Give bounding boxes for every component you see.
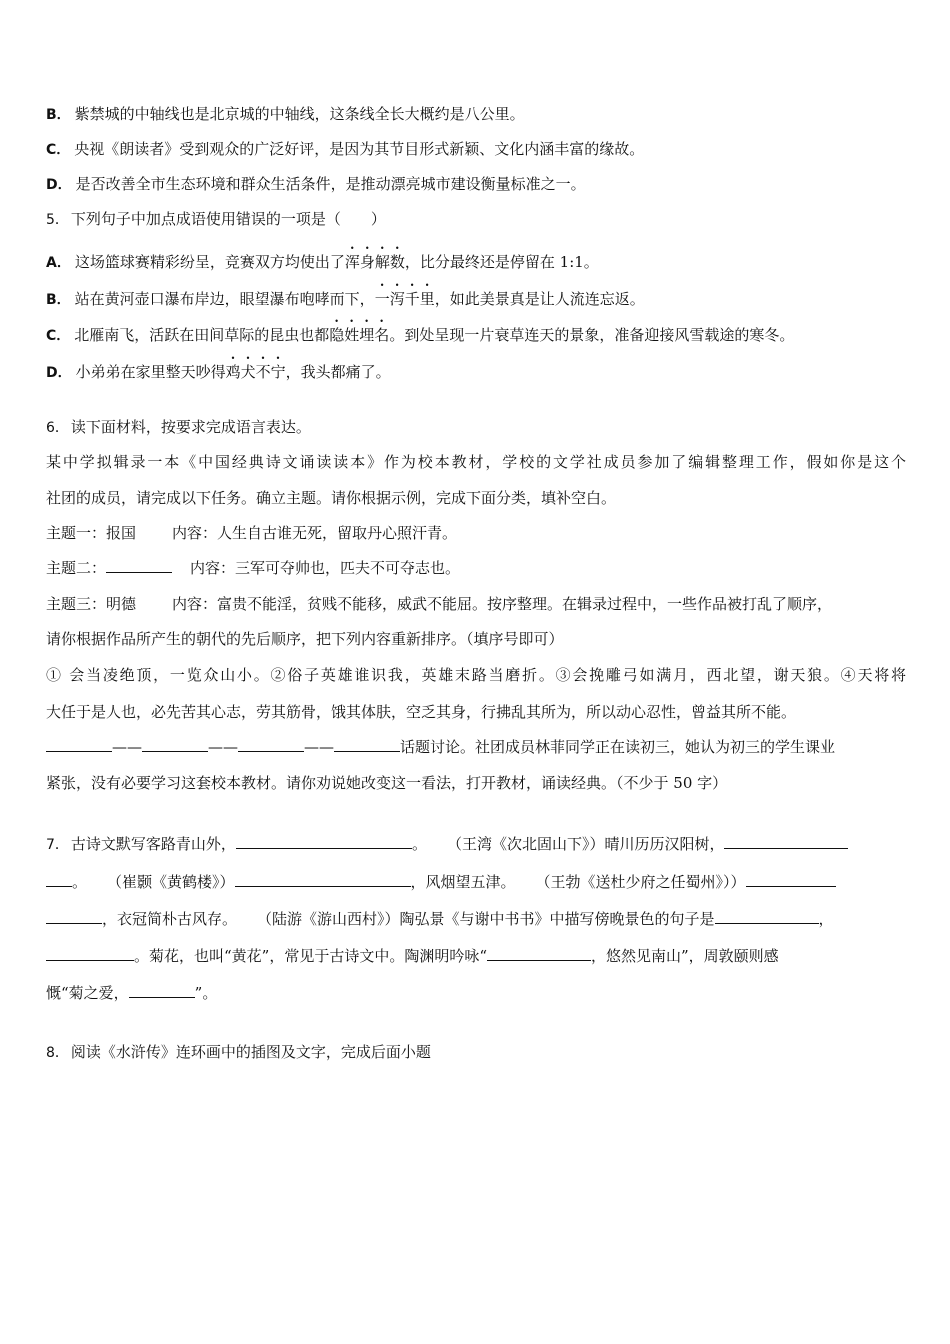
option-text: 央视《朗读者》受到观众的广泛好评，是因为其节目形式新颖、文化内涵丰富的缘故。 [74,140,645,158]
option-label: B． [46,107,71,123]
q7-text: 。 [411,835,427,853]
answer-blank[interactable] [238,737,304,752]
answer-blank[interactable] [46,909,102,924]
answer-blank[interactable] [235,872,411,887]
dotted-idiom: 一泻千里 [374,290,435,308]
q6-theme-1 [46,522,906,544]
q7-text: （王勃《送杜少府之任蜀州》）） [535,873,746,891]
question-number: 6． [46,420,69,436]
answer-blank[interactable] [129,983,195,998]
question-text: 读下面材料，按要求完成语言表达。 [70,418,311,436]
q7-text: 古诗文默写客路青山外， [70,835,236,853]
option-label: A． [46,255,71,271]
q5-option-c [46,317,906,344]
theme-label: 主题一：报国 [46,524,137,542]
q7-text: ， [818,910,834,928]
q7-text: ，衣冠简朴古风存。 [102,910,238,928]
q6-items-line-1: ① 会当凌绝顶，一览众山小。②俗子英雄谁识我，英雄末路当磨折。③会挽雕弓如满月，西北望，谢天狼。④天将将 [46,666,906,684]
option-label: C． [46,142,71,158]
theme-content: 内容：人生自古谁无死，留取丹心照汗青。 [172,524,458,542]
option-text: 站在黄河壶口瀑布岸边，眼望瀑布咆哮而下， [74,290,375,308]
q6-order-instruction: 请你根据作品所产生的朝代的先后顺序，把下列内容重新排序。（填序号即可） [46,630,564,648]
q6-intro-line-2: 社团的成员，请完成以下任务。确立主题。请你根据示例，完成下面分类，填补空白。 [46,489,617,507]
q6-discussion-line-2: 紧张，没有必要学习这套校本教材。请你劝说她改变这一看法，打开教材，诵读经典。（不少于 50 字） [46,774,728,792]
q5-option-a [46,244,906,271]
answer-blank[interactable] [236,834,412,849]
q6-intro-line-1: 某中学拟辑录一本《中国经典诗文诵读读本》作为校本教材，学校的文学社成员参加了编辑整理工作，假如你是这个 [46,453,906,471]
q7-text: ”。 [194,984,218,1002]
question-number: 8． [46,1045,69,1061]
q7-text: 。 [72,873,88,891]
option-text: 是否改善全市生态环境和群众生活条件，是推动漂亮城市建设衡量标准之一。 [75,175,586,193]
q4-option-c [46,138,906,160]
q7-line-3 [46,908,906,930]
q7-line-1 [46,833,906,855]
answer-blank[interactable] [142,737,208,752]
q5-stem [46,208,906,230]
question-text: 下列句子中加点成语使用错误的一项是（ ） [70,210,386,228]
dotted-idiom: 鸡犬不宁 [225,363,286,381]
answer-blank[interactable] [106,558,172,573]
option-label: D． [46,177,72,193]
q7-text: 慨“菊之爱， [46,984,129,1002]
q7-text: ，悠然见南山”，周敦颐则感 [591,947,779,965]
q7-text: ，风烟望五津。 [410,873,516,891]
answer-blank[interactable] [746,872,836,887]
answer-blank[interactable] [715,909,819,924]
option-label: D． [46,365,72,381]
theme-label: 主题三：明德 [46,595,137,613]
discussion-text: 话题讨论。社团成员林菲同学正在读初三，她认为初三的学生课业 [400,738,836,756]
answer-blank[interactable] [724,834,848,849]
q4-option-d [46,173,906,195]
q6-order-blanks [46,736,906,758]
q7-text: （陆游《游山西村》）陶弘景《与谢中书书》中描写傍晚景色的句子是 [257,910,715,928]
q7-line-2 [46,871,906,893]
theme-label: 主题二： [46,559,107,577]
q6-theme-3 [46,593,911,615]
answer-blank[interactable] [46,946,134,961]
option-text: 小弟弟在家里整天吵得 [75,363,226,381]
question-number: 7． [46,837,69,853]
answer-blank[interactable] [46,737,112,752]
q6-theme-2 [46,557,906,579]
option-text: 这场篮球赛精彩纷呈，竞赛双方均使出了 [74,253,345,271]
option-text: 北雁南飞，活跃在田间草际的昆虫也都 [74,326,330,344]
answer-blank[interactable] [334,737,400,752]
q7-line-4 [46,945,906,967]
theme-content: 内容：富贵不能淫，贫贱不能移，威武不能屈。按序整理。在辑录过程中，一些作品被打乱了顺序， [172,595,833,613]
option-label: C． [46,328,71,344]
option-label: B． [46,292,71,308]
option-text: ，比分最终还是停留在 1:1。 [404,253,599,271]
q7-text: 。菊花，也叫“黄花”，常见于古诗文中。陶渊明吟咏“ [134,947,488,965]
option-text: 。到处呈现一片衰草连天的景象，准备迎接风雪载途的寒冬。 [389,326,795,344]
option-text: ，我头都痛了。 [285,363,391,381]
q5-option-d [46,354,906,381]
dash: —— [208,738,238,756]
q7-text: （崔颢《黄鹤楼》） [107,873,235,891]
question-text: 阅读《水浒传》连环画中的插图及文字，完成后面小题 [70,1043,431,1061]
dash: —— [304,738,334,756]
q6-stem [46,416,906,438]
q7-line-5 [46,982,906,1004]
q7-text: （王湾《次北固山下》）晴川历历汉阳树， [446,835,725,853]
q8-stem [46,1041,906,1063]
dotted-idiom: 浑身解数 [344,253,405,271]
theme-content: 内容：三军可夺帅也，匹夫不可夺志也。 [190,559,461,577]
option-text: 紫禁城的中轴线也是北京城的中轴线，这条线全长大概约是八公里。 [74,105,525,123]
dotted-idiom: 隐姓埋名 [329,326,390,344]
q4-option-b [46,103,906,125]
dash: —— [112,738,142,756]
answer-blank[interactable] [46,872,72,887]
q5-option-b [46,281,906,308]
q6-items-line-2: 大任于是人也，必先苦其心志，劳其筋骨，饿其体肤，空乏其身，行拂乱其所为，所以动心忍性，曾益其所不能。 [46,703,797,721]
option-text: ，如此美景真是让人流连忘返。 [434,290,645,308]
answer-blank[interactable] [487,946,591,961]
question-number: 5． [46,212,69,228]
